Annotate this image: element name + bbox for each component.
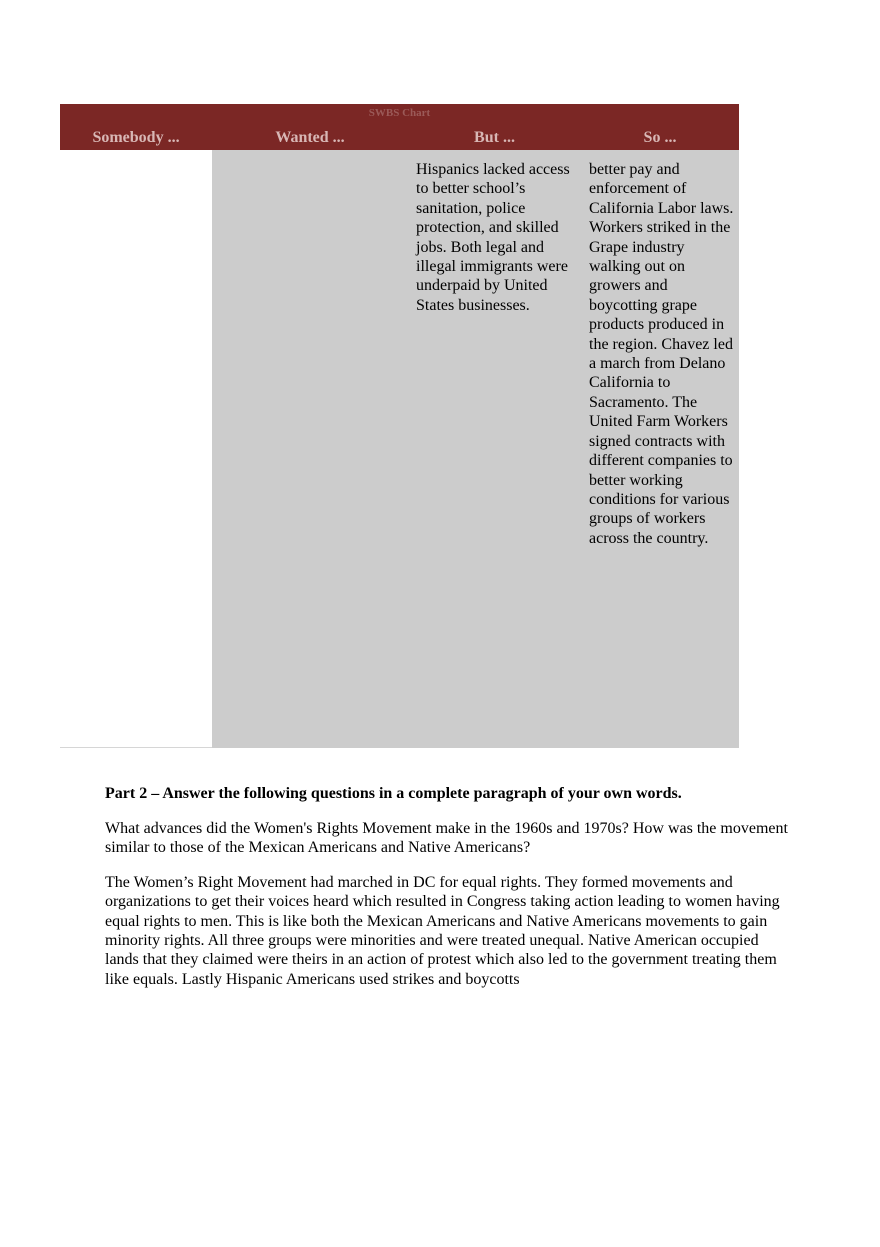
- cell-so: [581, 150, 739, 748]
- cell-but-text: Hispanics lacked access to better school’s sanitation, police protection, and skilled jobs. Both legal and illegal immigrants were underpaid by United States businesses.: [416, 161, 570, 314]
- cell-but: [408, 150, 581, 748]
- chart-title: SWBS Chart: [368, 107, 431, 119]
- column-header-so: So ...: [643, 129, 677, 146]
- column-header-somebody: Somebody ...: [92, 129, 180, 146]
- cell-somebody: [60, 150, 212, 748]
- part2-heading: Part 2 – Answer the following questions in a complete paragraph of your own words.: [105, 785, 682, 802]
- swbs-chart-table: [60, 104, 739, 748]
- cell-so-text: better pay and enforcement of California Labor laws. Workers striked in the Grape industry walking out on growers and boycotting grape products produced in the region. Chavez led a march from Delano California to Sacramento. The United Farm Workers signed contracts with different companies to better working conditions for various groups of workers across the country.: [589, 161, 734, 547]
- question-text: What advances did the Women's Rights Movement make in the 1960s and 1970s? How was the movement similar to those of the Mexican Americans and Native Americans?: [105, 820, 788, 857]
- column-header-but: But ...: [474, 129, 515, 146]
- chart-header-row: [60, 104, 739, 150]
- cell-wanted: [212, 150, 408, 748]
- answer-paragraph: The Women’s Right Movement had marched in DC for equal rights. They formed movements and organizations to get their voices heard which resulted in Congress taking action leading to women having equal rights to men. This is like both the Mexican Americans and Native Americans movements to gain minority rights. All three groups were minorities and were treated unequal. Native American occupied lands that they claimed were theirs in an action of protest which also led to the government treating them like equals. Lastly Hispanic Americans used strikes and boycotts: [105, 873, 780, 988]
- column-header-wanted: Wanted ...: [275, 129, 345, 146]
- chart-body-row: [60, 150, 739, 748]
- part2-section: [105, 784, 795, 989]
